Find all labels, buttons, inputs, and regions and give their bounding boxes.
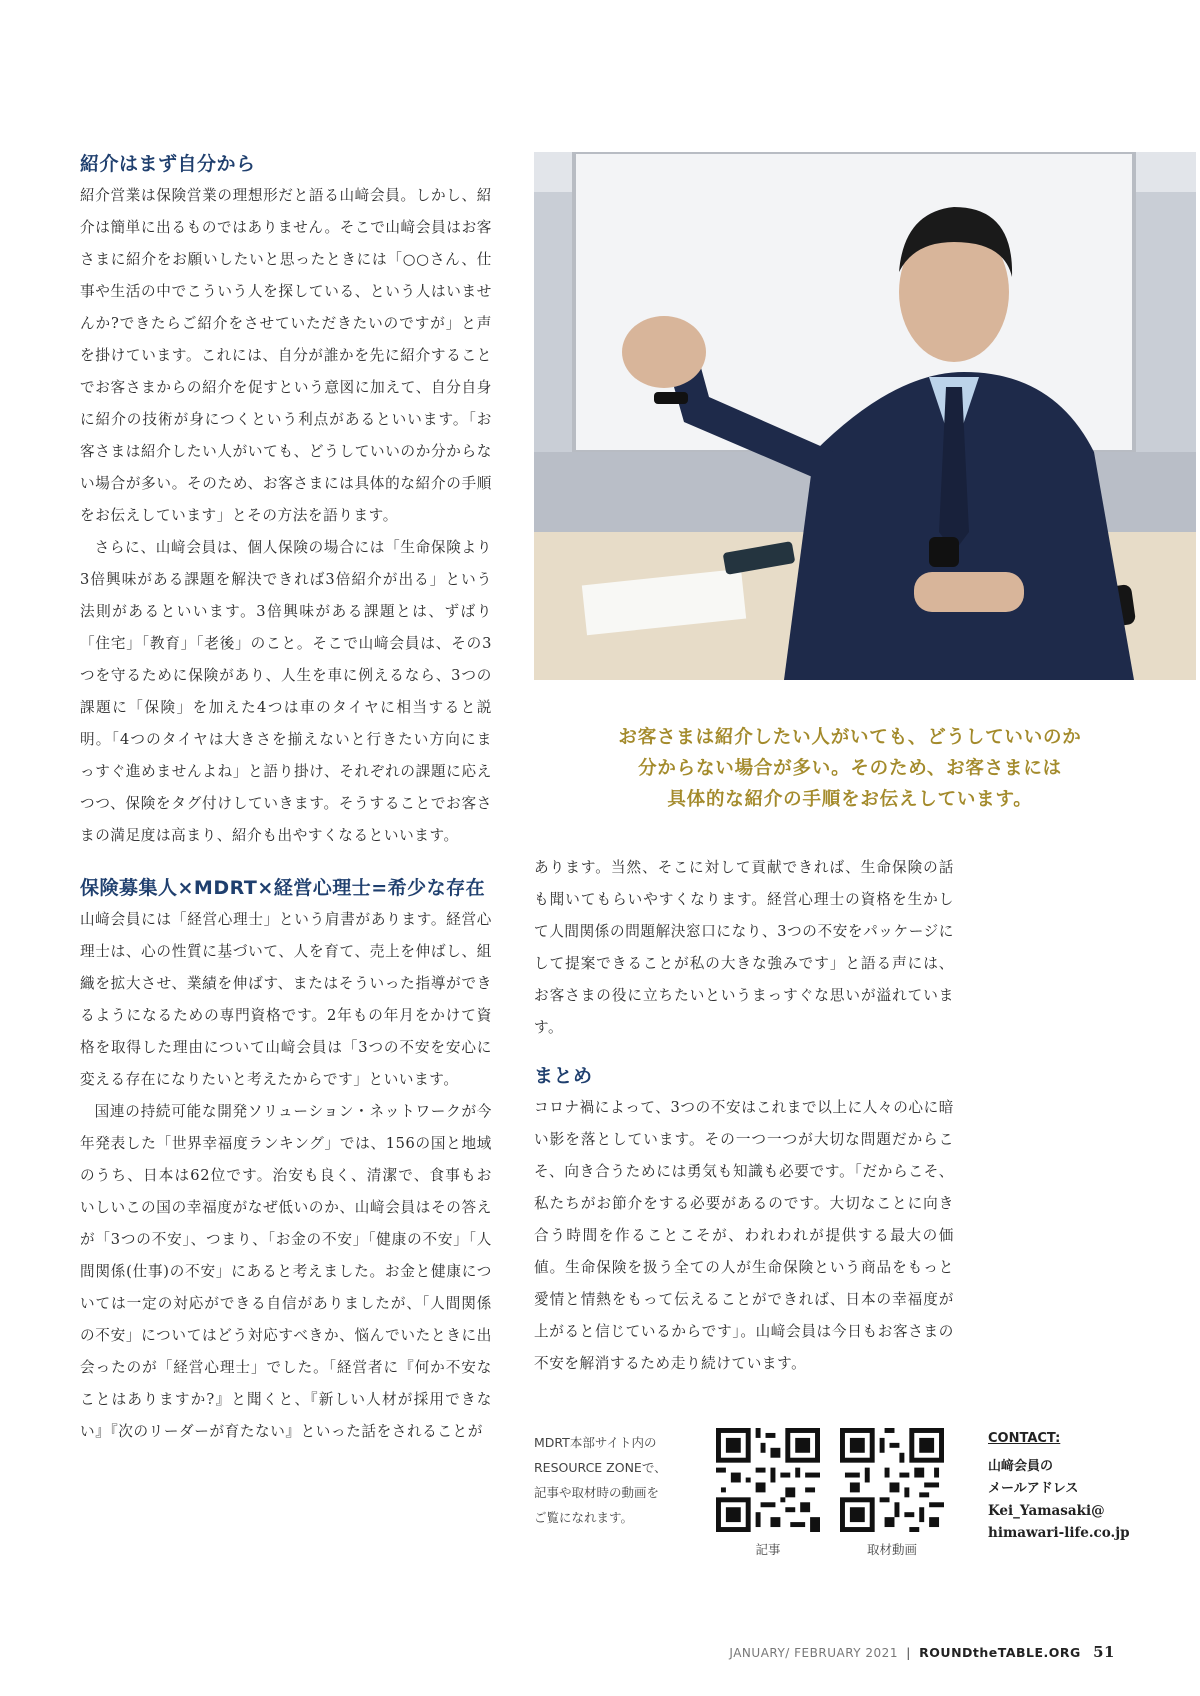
- paragraph-referral: 紹介営業は保険営業の理想形だと語る山﨑会員。しかし、紹介は簡単に出るものではありません。そこで山﨑会員はお客さまに紹介をお願いしたいと思ったときには「○○さん、仕事や生活の中でこういう人を探している、という人はいませんか?できたらご紹介をさせていただきたいのですが」と声を掛けています。これには、自分が誰かを先に紹介することでお客さまからの紹介を促すという意図に加えて、自分自身に紹介の技術が身につくという利点があるといいます。「お客さまは紹介したい人がいても、どうしていいのか分からない場合が多い。そのため、お客さまには具体的な紹介の手順をお伝えしています」とその方法を語ります。: [80, 187, 492, 524]
- right-column: [534, 852, 954, 1380]
- contact-box: [988, 1428, 1188, 1544]
- section-heading-referral: 紹介はまず自分から: [80, 153, 256, 175]
- left-column: [80, 150, 492, 1448]
- site-name: ROUNDtheTABLE.ORG: [919, 1645, 1081, 1660]
- contact-label: メールアドレス: [988, 1481, 1079, 1496]
- resource-line: ご覧になれます。: [534, 1510, 634, 1525]
- pull-quote-line: 具体的な紹介の手順をお伝えしています。: [667, 789, 1033, 810]
- resource-line: MDRT本部サイト内の: [534, 1435, 657, 1450]
- page-footer: [729, 1643, 1115, 1661]
- resource-line: RESOURCE ZONEで、: [534, 1460, 667, 1475]
- section-heading-summary: まとめ: [534, 1065, 593, 1087]
- contact-email[interactable]: himawari-life.co.jp: [988, 1525, 1130, 1541]
- qr-label-video: 取材動画: [866, 1542, 917, 1557]
- section-heading-rare-existence: 保険募集人×MDRT×経営心理士=希少な存在: [80, 877, 486, 899]
- paragraph-summary: コロナ禍によって、3つの不安はこれまで以上に人々の心に暗い影を落としています。その一つ一つが大切な問題だからこそ、向き合うためには勇気も知識も必要です。「だからこそ、私たちがお節介をする必要があるのです。大切なことに向き合う時間を作ることこそが、われわれが提供する最大の価値。生命保険を扱う全ての人が生命保険という商品をもっと愛情と情熱をもって伝えることができれば、日本の幸福度が上がると信じているからです」。山﨑会員は今日もお客さまの不安を解消するため走り続けています。: [534, 1099, 954, 1372]
- contact-heading: CONTACT:: [988, 1431, 1061, 1446]
- qr-code-article[interactable]: [716, 1428, 820, 1532]
- pull-quote: [540, 722, 1160, 815]
- contact-email[interactable]: Kei_Yamasaki@: [988, 1503, 1105, 1519]
- paragraph-strength: あります。当然、そこに対して貢献できれば、生命保険の話も聞いてもらいやすくなります。経営心理士の資格を生かして人間関係の問題解決窓口になり、3つの不安をパッケージにして提案できることが私の大きな強みです」と語る声には、お客さまの役に立ちたいというまっすぐな思いが溢れています。: [534, 859, 954, 1036]
- page-number: 51: [1093, 1643, 1115, 1661]
- qr-code-video[interactable]: [840, 1428, 944, 1532]
- qr-label-article: 記事: [755, 1542, 781, 1557]
- pull-quote-line: お客さまは紹介したい人がいても、どうしていいのか: [618, 727, 1082, 748]
- resource-line: 記事や取材時の動画を: [534, 1485, 660, 1500]
- resource-zone-note: [534, 1430, 694, 1530]
- interview-photo-illustration: [534, 152, 1196, 680]
- paragraph-three-interests: さらに、山﨑会員は、個人保険の場合には「生命保険より3倍興味がある課題を解決できれば3倍紹介が出る」という法則があるといいます。3倍興味がある課題とは、ずばり「住宅」「教育」「老後」のこと。そこで山﨑会員は、その3つを守るために保険があり、人生を車に例えるなら、3つの課題に「保険」を加えた4つは車のタイヤに相当すると説明。「4つのタイヤは大きさを揃えないと行きたい方向にまっすぐ進めませんよね」と語り掛け、それぞれの課題に応えつつ、保険をタグ付けしていきます。そうすることでお客さまの満足度は高まり、紹介も出やすくなるといいます。: [80, 539, 492, 844]
- contact-label: 山﨑会員の: [988, 1459, 1054, 1474]
- paragraph-happiness-ranking: 国連の持続可能な開発ソリューション・ネットワークが今年発表した「世界幸福度ランキング」では、156の国と地域のうち、日本は62位です。治安も良く、清潔で、食事もおいしいこの国の幸福度がなぜ低いのか、山﨑会員はその答えが「3つの不安」、つまり、「お金の不安」「健康の不安」「人間関係(仕事)の不安」にあると考えました。お金と健康については一定の対応ができる自信がありましたが、「人間関係の不安」についてはどう対応すべきか、悩んでいたときに出会ったのが「経営心理士」でした。「経営者に『何か不安なことはありますか?』と聞くと、『新しい人材が採用できない』『次のリーダーが育たない』といった話をされることが: [80, 1103, 492, 1440]
- issue-date: JANUARY/ FEBRUARY 2021: [729, 1646, 898, 1660]
- footer-separator: |: [906, 1646, 911, 1660]
- pull-quote-line: 分からない場合が多い。そのため、お客さまには: [638, 758, 1062, 779]
- interview-photo: [534, 152, 1196, 680]
- paragraph-psychologist: 山﨑会員には「経営心理士」という肩書があります。経営心理士は、心の性質に基づいて、人を育て、売上を伸ばし、組織を拡大させ、業績を伸ばす、またはそういった指導ができるようになるための専門資格です。2年もの年月をかけて資格を取得した理由について山﨑会員は「3つの不安を安心に変える存在になりたいと考えたからです」といいます。: [80, 911, 492, 1088]
